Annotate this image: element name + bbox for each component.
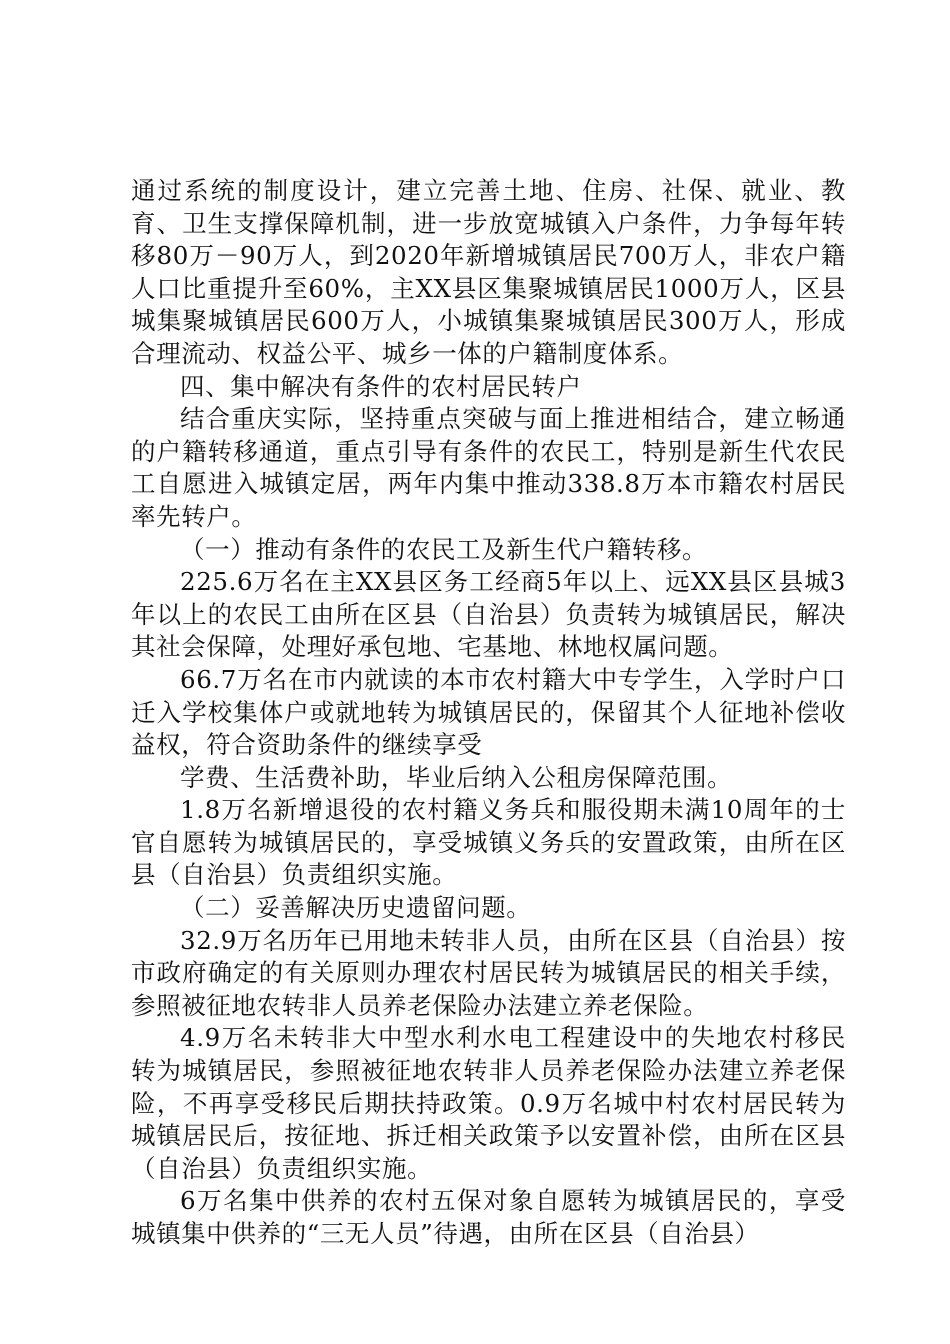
paragraph-intro-continuation: 通过系统的制度设计，建立完善土地、住房、社保、就业、教育、卫生支撑保障机制，进一步放宽城镇入户条件，力争每年转移80万－90万人，到2020年新增城镇居民700万人，非农户籍人口比重提升至60%，主XX县区集聚城镇居民1000万人，区县城集聚城镇居民600万人，小城镇集聚城镇居民300万人，形成合理流动、权益公平、城乡一体的户籍制度体系。: [131, 176, 846, 368]
paragraph-five-guarantees: 6万名集中供养的农村五保对象自愿转为城镇居民的，享受城镇集中供养的“三无人员”待遇，由所在区县（自治县）: [131, 1186, 846, 1248]
paragraph-students: 66.7万名在市内就读的本市农村籍大中专学生，入学时户口迁入学校集体户或就地转为城镇居民的，保留其个人征地补偿收益权，符合资助条件的继续享受: [131, 664, 846, 760]
paragraph-migrant-workers: 225.6万名在主XX县区务工经商5年以上、远XX县区县城3年以上的农民工由所在区县（自治县）负责转为城镇居民，解决其社会保障，处理好承包地、宅基地、林地权属问题。: [131, 567, 846, 662]
subheading-1: （一）推动有条件的农民工及新生代户籍转移。: [180, 534, 708, 564]
subheading-2: （二）妥善解决历史遗留问题。: [180, 893, 532, 923]
paragraph-students-continuation: 学费、生活费补助，毕业后纳入公租房保障范围。: [180, 762, 733, 792]
paragraph-hydro-migrants: 4.9万名未转非大中型水利水电工程建设中的失地农村移民转为城镇居民，参照被征地农转非人员养老保险办法建立养老保险，不再享受移民后期扶持政策。0.9万名城中村农村居民转为城镇居民后，按征地、拆迁相关政策予以安置补偿，由所在区县（自治县）负责组织实施。: [131, 1023, 846, 1183]
paragraph-soldiers: 1.8万名新增退役的农村籍义务兵和服役期未满10周年的士官自愿转为城镇居民的，享受城镇义务兵的安置政策，由所在区县（自治县）负责组织实施。: [131, 795, 846, 890]
paragraph-section-4-intro: 结合重庆实际，坚持重点突破与面上推进相结合，建立畅通的户籍转移通道，重点引导有条件的农民工，特别是新生代农民工自愿进入城镇定居，两年内集中推动338.8万本市籍农村居民率先转户。: [131, 404, 846, 531]
section-heading-4: 四、集中解决有条件的农村居民转户: [180, 371, 582, 401]
document-body: [131, 175, 846, 1251]
paragraph-land-used: 32.9万名历年已用地未转非人员，由所在区县（自治县）按市政府确定的有关原则办理农村居民转为城镇居民的相关手续，参照被征地农转非人员养老保险办法建立养老保险。: [131, 925, 846, 1020]
